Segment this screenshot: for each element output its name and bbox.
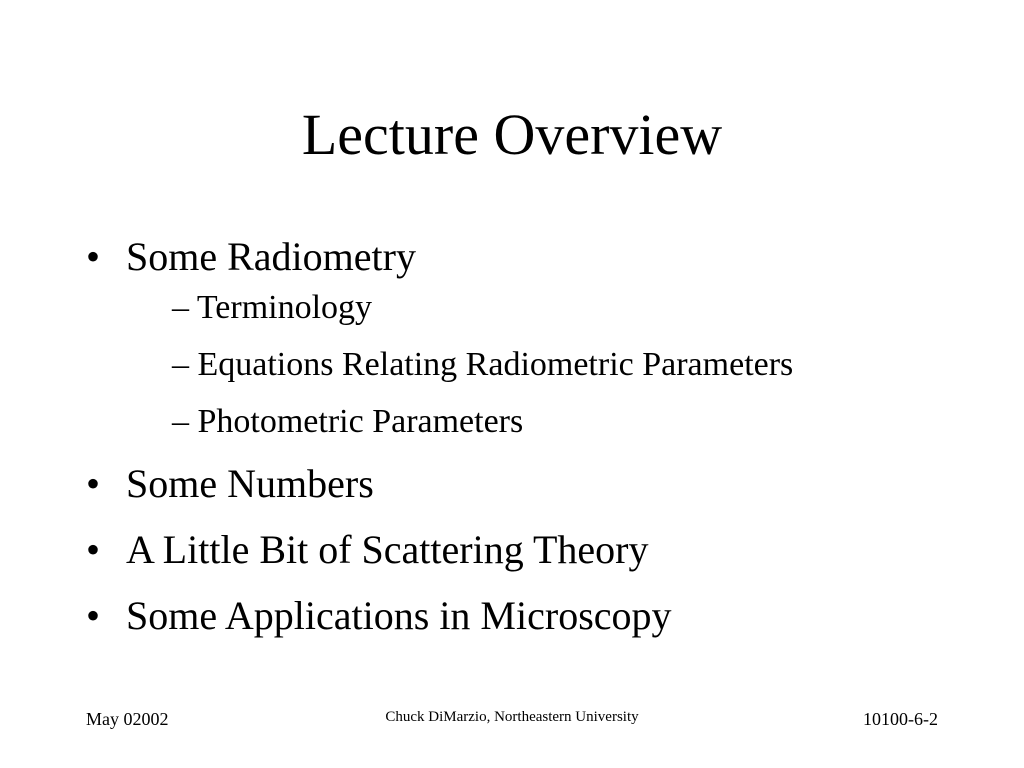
sub-bullet-text: Equations Relating Radiometric Parameters [197, 346, 794, 383]
dash-icon: – [172, 289, 189, 326]
bullet-icon: • [86, 234, 101, 279]
bullet-icon: • [86, 461, 101, 506]
footer-author: Chuck DiMarzio, Northeastern University [385, 709, 639, 725]
bullet-item [86, 232, 986, 442]
bullet-item [86, 591, 986, 641]
bullet-text: Some Numbers [126, 461, 374, 506]
sub-bullet-item [172, 402, 986, 442]
sub-bullet-item [172, 288, 986, 328]
sub-bullet-text: Terminology [196, 289, 373, 326]
bullet-item [86, 459, 986, 509]
footer-slide-number: 10100-6-2 [863, 709, 938, 729]
bullet-text: Some Applications in Microscopy [126, 593, 672, 638]
sub-bullet-text: Photometric Parameters [197, 403, 524, 440]
bullet-text: A Little Bit of Scattering Theory [126, 527, 649, 572]
bullet-item [86, 525, 986, 575]
dash-icon: – [172, 403, 189, 440]
footer-date: May 02002 [86, 709, 169, 729]
sub-bullet-list [126, 288, 986, 442]
slide-title: Lecture Overview [301, 102, 723, 167]
sub-bullet-item [172, 345, 986, 385]
dash-icon: – [172, 346, 189, 383]
bullet-list [86, 232, 986, 657]
bullet-icon: • [86, 593, 101, 638]
bullet-icon: • [86, 527, 101, 572]
bullet-text: Some Radiometry [126, 234, 416, 279]
